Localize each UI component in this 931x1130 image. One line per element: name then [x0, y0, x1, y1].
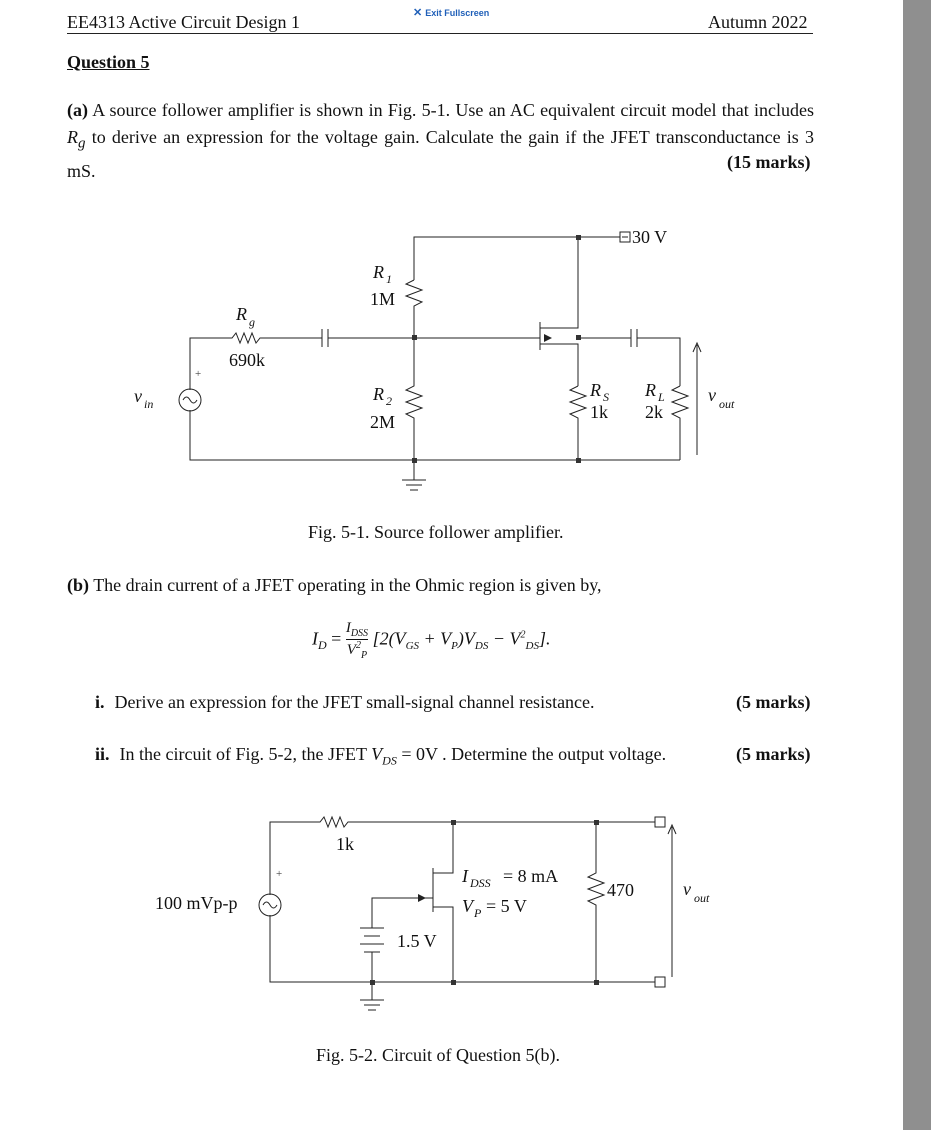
vout2-symbol: v — [683, 879, 691, 899]
fig1-caption: Fig. 5-1. Source follower amplifier. — [308, 522, 564, 542]
part-a-text: (a) A source follower amplifier is shown in Fig. 5-1. Use an AC equivalent circuit model that includes $R_g$ to derive an expression for the voltage gain. Calculate the gain if the JFET transconductance is 3 mS. — [67, 100, 815, 181]
vout-symbol: v — [708, 385, 716, 405]
plus-sign: + — [195, 368, 202, 380]
exit-fullscreen-icon: ✕ — [413, 7, 423, 19]
source-label: 100 mVp-p — [155, 893, 238, 913]
rl-value: 2k — [645, 402, 663, 422]
figure-5-1-circuit — [120, 220, 760, 500]
fig2-caption: Fig. 5-2. Circuit of Question 5(b). — [316, 1045, 560, 1065]
vp-sub: P — [474, 906, 482, 920]
vout-sub: out — [719, 397, 735, 411]
rs-value: 1k — [590, 402, 608, 422]
course-title: EE4313 Active Circuit Design 1 — [67, 12, 300, 32]
supply-label: 30 V — [632, 227, 668, 247]
rs-symbol: R — [590, 380, 601, 400]
rg-symbol: R — [236, 304, 247, 324]
item-i: i. Derive an expression for the JFET small-signal channel resistance. — [95, 692, 595, 712]
rg-value: 690k — [229, 350, 265, 370]
r1-sub: 1 — [386, 272, 392, 286]
rl-sub: L — [658, 390, 665, 404]
part-b-text: (b) The drain current of a JFET operating in the Ohmic region is given by, — [67, 575, 602, 595]
scrollbar[interactable] — [903, 0, 931, 1130]
drain-current-equation: $I_D$ = $I_{DSS}$ $V^2_P$ $[2(V_{GS} + V_P)V_{DS} - V^2_{DS}]$. — [312, 620, 551, 661]
vp-value: = 5 V — [486, 896, 527, 916]
part-a-marks: (15 marks) — [727, 152, 811, 172]
rs-sub: S — [603, 390, 609, 404]
r-load-label: 470 — [607, 880, 634, 900]
header-rule — [67, 33, 813, 34]
idss-value: = 8 mA — [503, 866, 559, 886]
r2-symbol: R — [373, 384, 384, 404]
r1-symbol: R — [373, 262, 384, 282]
vp-symbol: V — [462, 896, 473, 916]
idss-symbol: I — [462, 866, 468, 886]
item-i-marks: (5 marks) — [736, 692, 811, 712]
vout2-sub: out — [694, 891, 710, 905]
vin-sub: in — [144, 397, 154, 411]
bias-label: 1.5 V — [397, 931, 437, 951]
r2-sub: 2 — [386, 394, 392, 408]
item-ii: ii. In the circuit of Fig. 5-2, the JFET $V_{DS} = 0V$ . Determine the output voltage. — [95, 744, 667, 768]
r2-value: 2M — [370, 412, 396, 432]
rg-sub: g — [249, 315, 255, 329]
question-title: Question 5 — [67, 52, 150, 72]
idss-sub: DSS — [470, 876, 491, 890]
exit-fullscreen-button[interactable]: ✕ Exit Fullscreen — [413, 7, 490, 19]
vin-symbol: v — [134, 386, 142, 406]
figure-5-2-circuit — [150, 805, 750, 1020]
item-ii-marks: (5 marks) — [736, 744, 811, 764]
r-series-label: 1k — [336, 834, 354, 854]
rl-symbol: R — [645, 380, 656, 400]
r1-value: 1M — [370, 289, 396, 309]
term-label: Autumn 2022 — [708, 12, 808, 32]
plus-sign-2: + — [276, 868, 283, 880]
